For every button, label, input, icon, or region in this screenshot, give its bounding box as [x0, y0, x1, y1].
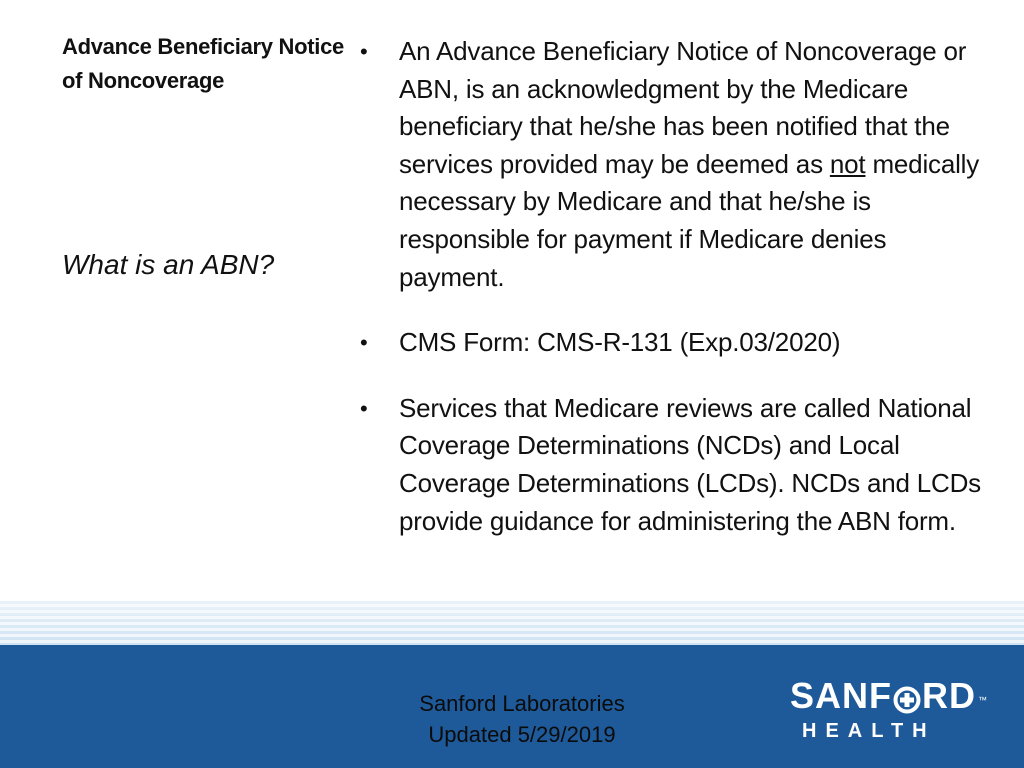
- logo-trademark: ™: [978, 695, 988, 705]
- bullet-abn-definition: [356, 33, 986, 296]
- slide-subtitle: What is an ABN?: [62, 249, 275, 280]
- footer-org: Sanford Laboratories: [419, 691, 625, 716]
- bullet-text: Services that Medicare reviews are called National Coverage Determinations (NCDs) and Local Coverage Determinations (LCDs). NCDs and LCDs provide guidance for administering the ABN form.: [399, 392, 981, 536]
- bullet-ncd-lcd: [356, 390, 986, 540]
- bullet-marker: •: [360, 39, 368, 64]
- slide-title: Advance Beneficiary Notice of Noncoverage: [62, 34, 344, 93]
- bullet-cms-form: [356, 324, 986, 362]
- underlined-word: not: [829, 148, 866, 179]
- bullet-text: medically necessary by Medicare and that he/she is responsible for payment if Medicare denies payment.: [399, 148, 980, 292]
- logo-wordmark: [790, 676, 1000, 720]
- footer-text: [372, 688, 672, 750]
- logo-subtext: HEALTH: [802, 720, 936, 742]
- footer-stripe-fade: [0, 601, 1024, 645]
- bullet-list: [356, 33, 986, 540]
- logo-o-cross-icon: [893, 682, 921, 710]
- bullet-marker: •: [360, 395, 368, 421]
- sanford-health-logo: [790, 676, 1000, 740]
- bullet-text: CMS Form: CMS-R-131 (Exp.03/2020): [399, 327, 841, 358]
- footer-updated: Updated 5/29/2019: [428, 722, 616, 747]
- logo-text-left: SANF: [790, 675, 892, 716]
- bullet-text: An Advance Beneficiary Notice of Noncoverage or ABN, is an acknowledgment by the Medicare beneficiary that he/she has been notified that the services provided may be deemed as: [399, 36, 967, 179]
- logo-text-right: RD: [922, 675, 976, 716]
- bullet-marker: •: [360, 330, 368, 356]
